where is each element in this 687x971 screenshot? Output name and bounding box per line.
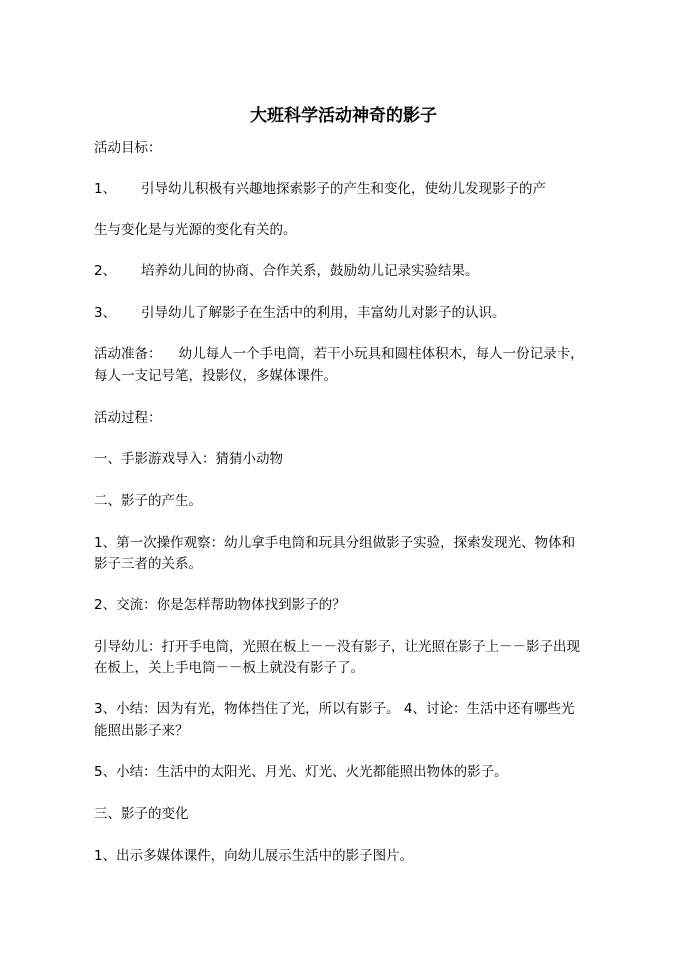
goal-3-text: 引导幼儿了解影子在生活中的利用，丰富幼儿对影子的认识。: [141, 305, 506, 321]
guide-line-1: 引导幼儿：打开手电筒，光照在板上－－没有影子，让光照在影子上－－影子出现: [94, 639, 580, 655]
goal-1-continued: 生与变化是与光源的变化有关的。: [94, 222, 297, 238]
step-2: 2、交流：你是怎样帮助物体找到影子的？: [94, 597, 346, 613]
goal-2-number: 2、: [94, 263, 117, 279]
goals-heading: 活动目标：: [94, 140, 162, 156]
document-title: 大班科学活动神奇的影子: [250, 106, 437, 126]
goal-2-text: 培养幼儿间的协商、合作关系，鼓励幼儿记录实验结果。: [141, 263, 479, 279]
step-1-line-2: 影子三者的关系。: [94, 556, 202, 572]
goal-1: [94, 178, 546, 200]
guide-line-2: 在板上，关上手电筒－－板上就没有影子了。: [94, 660, 364, 676]
section-2-heading: 二、影子的产生。: [94, 493, 202, 509]
goal-2: [94, 260, 479, 282]
step-3-line-1: 3、小结：因为有光，物体挡住了光，所以有影子。 4、讨论：生活中还有哪些光: [94, 701, 575, 717]
goal-1-text: 引导幼儿积极有兴趣地探索影子的产生和变化，使幼儿发现影子的产: [141, 181, 546, 197]
preparation-line-2: 每人一支记号笔，投影仪，多媒体课件。: [94, 368, 337, 384]
goal-3-number: 3、: [94, 305, 117, 321]
step-3-line-2: 能照出影子来？: [94, 723, 189, 739]
step-5: 5、小结：生活中的太阳光、月光、灯光、火光都能照出物体的影子。: [94, 764, 508, 780]
goal-3: [94, 302, 506, 324]
step-1-line-1: 1、第一次操作观察：幼儿拿手电筒和玩具分组做影子实验，探索发现光、物体和: [94, 535, 576, 551]
process-heading: 活动过程：: [94, 410, 162, 426]
preparation-line-1: 活动准备： 幼儿每人一个手电筒，若干小玩具和圆柱体积木，每人一份记录卡，: [94, 346, 584, 362]
goal-1-number: 1、: [94, 181, 117, 197]
section-1-heading: 一、手影游戏导入：猜猜小动物: [94, 451, 283, 467]
section-3-heading: 三、影子的变化: [94, 806, 189, 822]
step-6: 1、出示多媒体课件，向幼儿展示生活中的影子图片。: [94, 848, 414, 864]
